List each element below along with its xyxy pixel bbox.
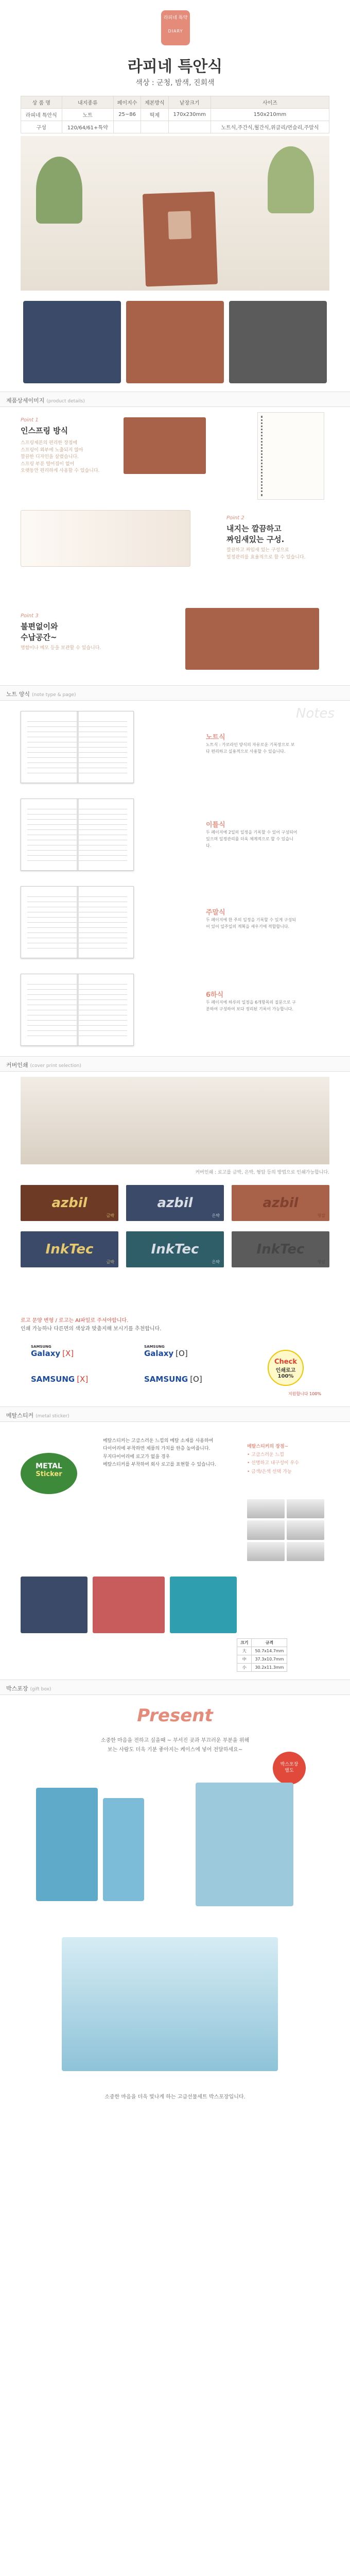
- metal-benefit-item: • 고급스러운 느낌: [247, 1452, 284, 1458]
- spec-header-cell: 페이지수: [113, 96, 141, 109]
- size-table-header: [237, 1639, 287, 1647]
- note-type-title: 주말식: [206, 909, 225, 917]
- logo-sample-tag: 형압: [317, 1260, 325, 1264]
- section-title: 제품상세이미지: [6, 397, 45, 404]
- note-type-title: 6하식: [206, 991, 224, 999]
- cover-closeup-image: [124, 417, 206, 474]
- metal-plate-samples: [247, 1499, 324, 1561]
- sticker-size-table: [237, 1638, 287, 1672]
- section-header-metal: [0, 1406, 350, 1422]
- feature-title: 불편없이와 수납공간~: [21, 622, 58, 642]
- spec-cell: 떡제: [141, 109, 168, 121]
- metal-benefit-item: • 금색/은색 선택 가능: [247, 1469, 292, 1475]
- cover-caption: 커버인쇄 : 로고를 금박, 은박, 형압 등의 방법으로 인쇄가능합니다.: [195, 1170, 329, 1175]
- logo-sample-tag: 은박: [212, 1260, 220, 1264]
- check-title: Check: [274, 1358, 297, 1366]
- brand-mark: [X]: [62, 1349, 74, 1358]
- check-sub: 인쇄로고 100%: [275, 1368, 296, 1379]
- brand-mark: [X]: [77, 1375, 89, 1384]
- feature-point: Point 1: [21, 417, 39, 423]
- note-page-image: [21, 974, 134, 1046]
- brand-sample: [31, 1375, 88, 1384]
- sticker-diary-image: [21, 1577, 87, 1633]
- spec-cell: [141, 121, 168, 133]
- spec-row: [21, 109, 329, 121]
- metal-description: 메탈스티커는 고급스러운 느낌의 메탈 소재를 사용하여 다이어리에 부착하면 제품의 가치를 한층 높여줍니다. 무지다이어리에 로고가 없을 경우 메탈스티커를 부착하여 회사 로고를 표현할 수 있습니다.: [103, 1438, 216, 1467]
- brand-name: Galaxy: [31, 1349, 61, 1358]
- section-title: 노트 양식: [6, 691, 30, 698]
- note-page-image: [21, 886, 134, 958]
- gift-box-image: [36, 1788, 98, 1901]
- size-table-row: [237, 1655, 287, 1664]
- feature-title: 인스프링 방식: [21, 426, 68, 435]
- brand-maker: SAMSUNG: [144, 1345, 165, 1349]
- feature-desc: 명함이나 메모 등을 보관할 수 있습니다.: [21, 646, 101, 651]
- spec-cell: 노트: [62, 109, 113, 121]
- gift-box-section: [0, 1695, 350, 2112]
- check-badge: [268, 1350, 304, 1386]
- diary-brown-image: [143, 192, 218, 287]
- logo-sample-text: InkTec: [151, 1242, 199, 1257]
- size-table-cell: 小: [237, 1664, 252, 1672]
- logo-sample-tile: [21, 1231, 118, 1267]
- spec-header-cell: 사이즈: [211, 96, 329, 109]
- notes-watermark: Notes: [295, 706, 335, 721]
- note-type-desc: 두 페이지에 2일의 일정을 기록할 수 있어 구성되어 있으며 일정관리를 더욱 체계적으로 할 수 있습니다.: [206, 830, 297, 848]
- brand-badge: [161, 10, 190, 45]
- spec-cell: 170x230mm: [168, 109, 211, 121]
- feature-desc: 스프링제본의 편리한 장점에 스프링이 외부에 노출되지 않아 깔끔한 디자인을 살렸습니다. 스프링 부분 떨어짐이 없어 오랫동안 편리하게 사용할 수 있습니다.: [21, 440, 100, 473]
- logo-sample-text: azbil: [157, 1195, 193, 1211]
- diary-navy-image: [23, 301, 121, 383]
- gift-box-image: [103, 1798, 144, 1901]
- present-caption: 소중한 마음을 더욱 빛나게 하는 고급선물세트 박스포장입니다.: [104, 2094, 246, 2100]
- section-subtitle: (note type & page): [32, 692, 76, 698]
- brand-sample: [144, 1375, 202, 1384]
- logo-sample-tile: [21, 1185, 118, 1221]
- notes-section: [0, 701, 350, 1056]
- logo-sample-tile: [126, 1185, 224, 1221]
- logo-guide-note: [21, 1317, 161, 1333]
- plant-image: [268, 146, 314, 213]
- metal-badge-top: METAL: [36, 1462, 62, 1470]
- color-variants: [21, 301, 329, 383]
- note-type-desc: 두 페이지에 하루의 일정을 6개항목의 질문으로 구분하여 구성하여 보다 정리된 기록이 가능합니다.: [206, 1000, 296, 1011]
- logo-guide-note-2: 인쇄 가능하나 다른면의 색상과 맞춤지해 보시기를 추천합니다.: [21, 1326, 162, 1332]
- label-tag: [168, 211, 191, 240]
- size-table-cell: 中: [237, 1655, 252, 1664]
- note-type-desc: 노트식 : 가로라인 양식의 자유로운 기록장으로 보다 편리하고 실용적으로 사용할 수 있습니다.: [206, 742, 295, 754]
- sticker-diary-image: [93, 1577, 165, 1633]
- present-title: Present: [137, 1705, 213, 1726]
- spiral-notebook-image: [257, 412, 324, 500]
- brand-mark: [O]: [176, 1349, 188, 1358]
- pocket-image: [185, 608, 319, 670]
- logo-sample-tile: [232, 1231, 329, 1267]
- note-type-title: 노트식: [206, 734, 225, 741]
- brand-sample: [31, 1345, 74, 1358]
- badge-top: 라피네 특약: [163, 15, 188, 21]
- section-header-box: [0, 1680, 350, 1695]
- section-subtitle: (gift box): [30, 1687, 51, 1692]
- logo-sample-text: InkTec: [45, 1242, 94, 1257]
- metal-benefits: [247, 1443, 309, 1476]
- section-subtitle: (cover print selection): [30, 1063, 81, 1069]
- plant-image: [36, 157, 82, 224]
- brand-name: SAMSUNG: [31, 1375, 75, 1384]
- logo-sample-tile: [126, 1231, 224, 1267]
- logo-guide-note-1: 로고 문양 변형 / 로고는 AI파일로 주셔야합니다.: [21, 1318, 129, 1324]
- gift-box-image: [196, 1783, 293, 1906]
- spec-table: [21, 96, 329, 133]
- size-table-header-cell: 크기: [237, 1639, 252, 1647]
- metal-benefit-item: • 선명하고 내구성이 우수: [247, 1461, 299, 1466]
- size-table-header-cell: 규격: [252, 1639, 287, 1647]
- size-table-cell: 50.7x14.7mm: [252, 1647, 287, 1655]
- size-table-cell: 37.3x10.7mm: [252, 1655, 287, 1664]
- spec-row: [21, 121, 329, 133]
- present-description: [0, 1736, 350, 1755]
- spec-header-cell: 제본방식: [141, 96, 168, 109]
- logo-sample-tag: 형압: [317, 1213, 325, 1218]
- size-table-cell: 大: [237, 1647, 252, 1655]
- spec-cell: 구성: [21, 121, 62, 133]
- brand-maker: SAMSUNG: [31, 1345, 51, 1349]
- section-title: 박스포장: [6, 1685, 28, 1692]
- spec-header-cell: 상 품 명: [21, 96, 62, 109]
- logo-sample-text: azbil: [51, 1195, 87, 1211]
- box-badge: 박스포장 별도: [273, 1752, 306, 1785]
- metal-sticker-section: [0, 1422, 350, 1680]
- product-color-subtitle: 색상 : 군청, 밤색, 진회색: [135, 79, 215, 87]
- feature-point: Point 2: [226, 515, 244, 521]
- check-percent: 지원합니다 100%: [288, 1392, 322, 1396]
- feature-desc: 깔끔하고 짜임새 있는 구성으로 일정관리를 효율적으로 할 수 있습니다.: [226, 548, 306, 560]
- product-title: 라피네 특안식: [127, 58, 223, 76]
- logo-sample-text: azbil: [262, 1195, 299, 1211]
- size-table-row: [237, 1647, 287, 1655]
- calendar-spread-image: [21, 510, 190, 567]
- brand-name: Galaxy: [144, 1349, 174, 1358]
- sticker-diary-image: [170, 1577, 237, 1633]
- logo-sample-tag: 금박: [106, 1260, 114, 1264]
- section-subtitle: (metal sticker): [36, 1414, 69, 1419]
- section-subtitle: (product details): [46, 399, 85, 404]
- spec-cell: 노트식,주간식,월간식,위클리/먼슬리,주말식: [211, 121, 329, 133]
- section-title: 커버인쇄: [6, 1062, 28, 1069]
- diary-gray-image: [229, 301, 327, 383]
- metal-sticker-badge: [21, 1453, 77, 1494]
- spec-cell: [168, 121, 211, 133]
- spec-cell: 150x210mm: [211, 109, 329, 121]
- logo-guide-section: [0, 1314, 350, 1406]
- spec-header-cell: 내지종류: [62, 96, 113, 109]
- features-section: [0, 407, 350, 685]
- logo-sample-tag: 금박: [106, 1213, 114, 1218]
- spec-cell: 라피네 특안식: [21, 109, 62, 121]
- size-table-row: [237, 1664, 287, 1672]
- logo-sample-tile: [232, 1185, 329, 1221]
- spec-cell: [113, 121, 141, 133]
- stamp-tools-image: [21, 1077, 329, 1164]
- brand-mark: [O]: [190, 1375, 202, 1384]
- spec-cell: 25~86: [113, 109, 141, 121]
- section-header-detail: [0, 392, 350, 407]
- logo-sample-text: InkTec: [256, 1242, 305, 1257]
- present-desc-line: 보는 사람도 더욱 기분 좋아지는 케이스에 넣어 전달하세요~: [107, 1747, 243, 1753]
- note-type-desc: 두 페이지에 한 주의 일정을 기록할 수 있게 구성되어 있어 일주일의 계획을 세우기에 적합합니다.: [206, 918, 296, 929]
- diary-brown-image: [126, 301, 224, 383]
- cover-section: [0, 1072, 350, 1314]
- note-page-image: [21, 711, 134, 783]
- brand-sample: [144, 1345, 188, 1358]
- spec-cell: 120/64/61+특약: [62, 121, 113, 133]
- section-header-cover: [0, 1056, 350, 1072]
- present-desc-line: 소중한 마음을 전하고 싶을때 ~ 부서진 곳과 부끄러운 부분을 위해: [100, 1738, 250, 1743]
- section-title: 메탈스티커: [6, 1412, 34, 1419]
- spec-header-cell: 낱장크기: [168, 96, 211, 109]
- main-product-photo: [21, 136, 329, 291]
- section-header-notes: [0, 685, 350, 701]
- gift-box-open-image: [62, 1937, 278, 2071]
- feature-point: Point 3: [21, 613, 39, 619]
- badge-sub: DIARY: [168, 28, 183, 33]
- logo-sample-tag: 은박: [212, 1213, 220, 1218]
- note-type-title: 이틀식: [206, 821, 225, 829]
- hero-section: [0, 0, 350, 392]
- size-table-cell: 30.2x11.3mm: [252, 1664, 287, 1672]
- metal-benefits-title: 메탈스티커의 장점~: [247, 1444, 289, 1449]
- spec-header-row: [21, 96, 329, 109]
- metal-badge-bottom: Sticker: [36, 1470, 62, 1478]
- brand-name: SAMSUNG: [144, 1375, 188, 1384]
- feature-title: 내지는 깔끔하고 짜임새있는 구성.: [226, 524, 285, 544]
- note-page-image: [21, 799, 134, 871]
